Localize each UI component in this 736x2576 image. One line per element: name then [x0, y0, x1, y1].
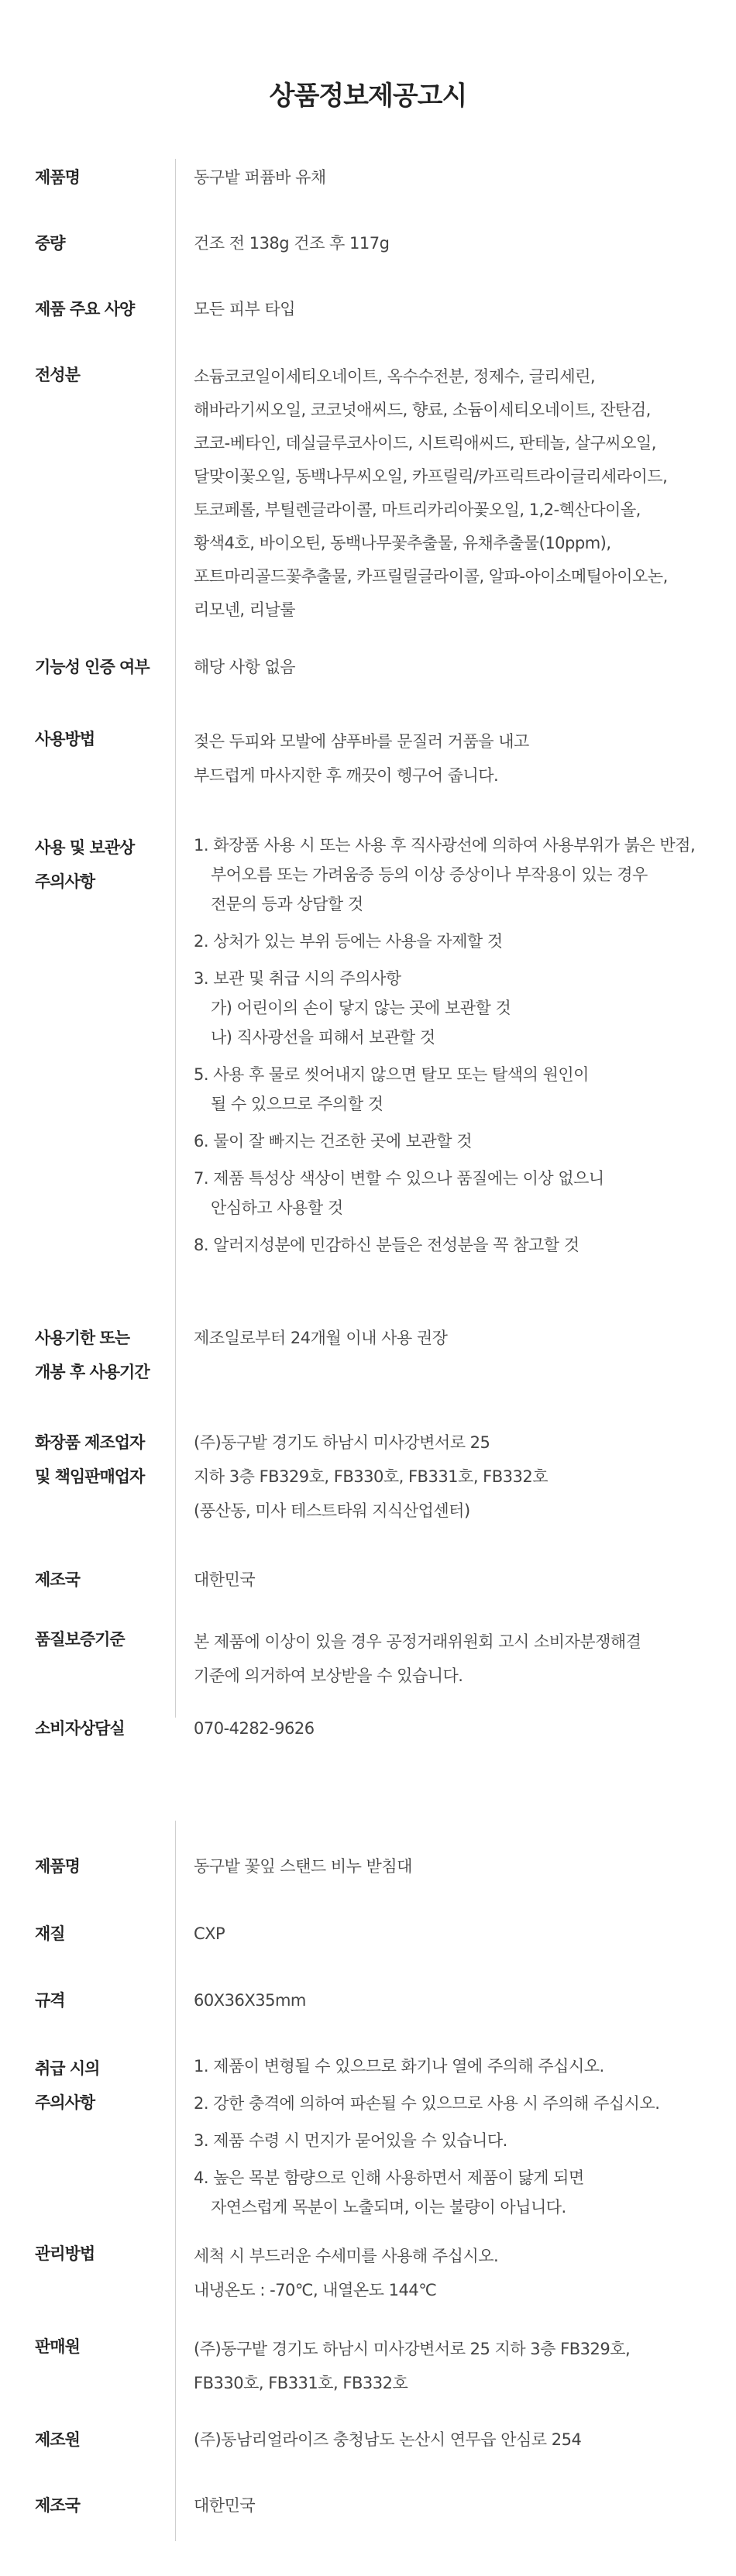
caution-item-cont: 될 수 있으므로 주의할 것 [211, 1095, 383, 1113]
handling-item-text: 2. 강한 충격에 의하여 파손될 수 있으므로 사용 시 주의해 주십시오. [194, 2094, 660, 2113]
usage-line: 젖은 두피와 모발에 샴푸바를 문질러 거품을 내고 [194, 732, 529, 751]
caution-item [194, 1060, 728, 1119]
ingredients-list [194, 360, 728, 627]
maker-line: 지하 3층 FB329호, FB330호, FB331호, FB332호 [194, 1467, 549, 1486]
row-label: 판매원 [35, 2337, 80, 2356]
caution-item-text: 2. 상처가 있는 부위 등에는 사용을 자제할 것 [194, 932, 503, 951]
row-value [194, 1625, 728, 1693]
caution-item [194, 1164, 728, 1223]
row-value: (주)동남리얼라이즈 충청남도 논산시 연무읍 안심로 254 [194, 2430, 582, 2449]
ingredients-line: 해바라기씨오일, 코코넛애씨드, 향료, 소듐이세티오네이트, 잔탄검, [194, 401, 651, 419]
row-label: 사용방법 [35, 730, 95, 748]
seller-line: FB330호, FB331호, FB332호 [194, 2374, 408, 2392]
row-label: 제조국 [35, 1570, 80, 1589]
row-value [194, 1426, 728, 1528]
handling-item-cont: 자연스럽게 목분이 노출되며, 이는 불량이 아닙니다. [211, 2198, 566, 2217]
handling-item [194, 2163, 728, 2222]
caution-item-cont: 부어오름 또는 가려움증 등의 이상 증상이나 부작용이 있는 경우 [211, 865, 648, 884]
row-value: 건조 전 138g 건조 후 117g [194, 234, 390, 253]
ingredients-line: 달맞이꽃오일, 동백나무씨오일, 카프릴릭/카프릭트라이글리세라이드, [194, 467, 668, 486]
usage-line: 부드럽게 마사지한 후 깨끗이 헹구어 줍니다. [194, 766, 499, 785]
row-value [194, 2239, 728, 2307]
row-label: 제품명 [35, 168, 80, 187]
care-line: 내냉온도 : -70℃, 내열온도 144℃ [194, 2281, 437, 2299]
handling-item-text: 3. 제품 수령 시 먼지가 묻어있을 수 있습니다. [194, 2131, 507, 2150]
caution-item [194, 964, 728, 1052]
quality-line: 기준에 의거하여 보상받을 수 있습니다. [194, 1666, 463, 1685]
label-line: 사용기한 또는 [35, 1329, 130, 1347]
handling-item [194, 2052, 728, 2081]
ingredients-line: 코코-베타인, 데실글루코사이드, 시트릭애씨드, 판테놀, 살구씨오일, [194, 434, 656, 452]
caution-item-text: 3. 보관 및 취급 시의 주의사항 [194, 969, 401, 988]
row-value: 모든 피부 타입 [194, 300, 296, 318]
label-line: 주의사항 [35, 872, 95, 891]
caution-item-cont: 안심하고 사용할 것 [211, 1199, 343, 1217]
row-value: 070-4282-9626 [194, 1719, 315, 1738]
caution-item-text: 7. 제품 특성상 색상이 변할 수 있으나 품질에는 이상 없으니 [194, 1169, 604, 1188]
row-label: 기능성 인증 여부 [35, 658, 150, 676]
caution-item-text: 1. 화장품 사용 시 또는 사용 후 직사광선에 의하여 사용부위가 붉은 반점, [194, 836, 696, 855]
label-line: 개봉 후 사용기간 [35, 1363, 150, 1381]
row-value: 대한민국 [194, 2496, 256, 2515]
label-line: 사용 및 보관상 [35, 838, 135, 857]
row-label: 규격 [35, 1991, 65, 2010]
row-label [35, 1321, 170, 1389]
row-value: CXP [194, 1924, 225, 1943]
caution-item-text: 8. 알러지성분에 민감하신 분들은 전성분을 꼭 참고할 것 [194, 1236, 580, 1254]
section2-divider-line [175, 1821, 176, 2541]
quality-line: 본 제품에 이상이 있을 경우 공정거래위원회 고시 소비자분쟁해결 [194, 1632, 641, 1651]
row-label: 소비자상담실 [35, 1719, 125, 1738]
caution-item [194, 1126, 728, 1156]
row-value: 대한민국 [194, 1570, 256, 1589]
caution-item [194, 831, 728, 919]
ingredients-line: 황색4호, 바이오틴, 동백나무꽃추출물, 유채추출물(10ppm), [194, 534, 611, 552]
row-value [194, 724, 728, 793]
row-label: 품질보증기준 [35, 1630, 125, 1649]
row-label [35, 2052, 170, 2120]
handling-list [194, 2052, 728, 2230]
caution-item-sub: 가) 어린이의 손이 닿지 않는 곳에 보관할 것 [211, 999, 511, 1017]
label-line: 주의사항 [35, 2093, 95, 2112]
row-label: 제품 주요 사양 [35, 300, 135, 318]
caution-list [194, 831, 728, 1267]
ingredients-line: 토코페롤, 부틸렌글라이콜, 마트리카리아꽃오일, 1,2-헥산다이올, [194, 500, 641, 519]
row-value: 제조일로부터 24개월 이내 사용 권장 [194, 1329, 448, 1347]
caution-item [194, 1230, 728, 1260]
maker-line: (주)동구밭 경기도 하남시 미사강변서로 25 [194, 1433, 490, 1452]
row-value: 60X36X35mm [194, 1991, 306, 2010]
row-label [35, 831, 170, 899]
caution-item-text: 5. 사용 후 물로 씻어내지 않으면 탈모 또는 탈색의 원인이 [194, 1065, 589, 1084]
seller-line: (주)동구밭 경기도 하남시 미사강변서로 25 지하 3층 FB329호, [194, 2340, 631, 2358]
row-label: 전성분 [35, 366, 80, 384]
caution-item-sub: 나) 직사광선을 피해서 보관할 것 [211, 1028, 435, 1047]
ingredients-line: 포트마리골드꽃추출물, 카프릴릴글라이콜, 알파-아이소메틸아이오논, [194, 567, 668, 586]
row-label: 재질 [35, 1924, 65, 1943]
row-value [194, 2332, 728, 2400]
handling-item-text: 4. 높은 목분 함량으로 인해 사용하면서 제품이 닳게 되면 [194, 2168, 584, 2187]
ingredients-line: 리모넨, 리날룰 [194, 600, 296, 619]
caution-item-cont: 전문의 등과 상담할 것 [211, 895, 363, 913]
row-label: 관리방법 [35, 2244, 95, 2263]
caution-item [194, 927, 728, 956]
maker-line: (풍산동, 미사 테스트타워 지식산업센터) [194, 1501, 470, 1520]
caution-item-text: 6. 물이 잘 빠지는 건조한 곳에 보관할 것 [194, 1132, 473, 1150]
handling-item [194, 2089, 728, 2118]
care-line: 세척 시 부드러운 수세미를 사용해 주십시오. [194, 2247, 499, 2265]
row-value: 해당 사항 없음 [194, 658, 296, 676]
label-line: 및 책임판매업자 [35, 1467, 145, 1486]
handling-item-text: 1. 제품이 변형될 수 있으므로 화기나 열에 주의해 주십시오. [194, 2057, 604, 2076]
label-line: 취급 시의 [35, 2059, 100, 2078]
row-value: 동구밭 퍼퓸바 유채 [194, 168, 326, 187]
row-label: 제조원 [35, 2430, 80, 2449]
section1-divider-line [175, 159, 176, 1718]
page-title: 상품정보제공고시 [269, 81, 467, 112]
label-line: 화장품 제조업자 [35, 1433, 145, 1452]
row-value: 동구밭 꽃잎 스탠드 비누 받침대 [194, 1857, 412, 1876]
row-label: 제조국 [35, 2496, 80, 2515]
row-label: 제품명 [35, 1857, 80, 1876]
row-label: 중량 [35, 234, 65, 253]
handling-item [194, 2126, 728, 2155]
ingredients-line: 소듐코코일이세티오네이트, 옥수수전분, 정제수, 글리세린, [194, 367, 596, 386]
row-label [35, 1426, 170, 1494]
